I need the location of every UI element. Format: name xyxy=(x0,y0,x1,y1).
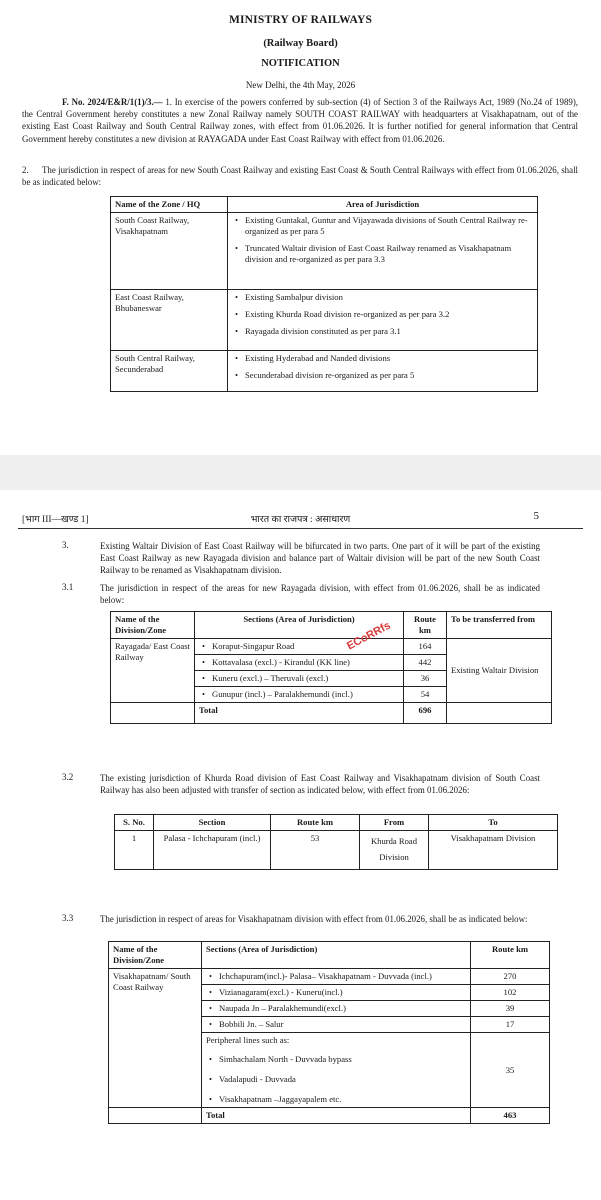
column-header: Name of the Division/Zone xyxy=(109,942,202,969)
from-cell: Khurda Road Division xyxy=(360,831,429,870)
table-row xyxy=(111,351,538,392)
zone-cell: South Central Railway, Secunderabad xyxy=(111,351,228,392)
paragraph-2 xyxy=(22,164,578,188)
gazette-page-2 xyxy=(0,490,601,1200)
transferred-from-cell: Existing Waltair Division xyxy=(447,639,552,703)
list-item: • Vadalapudi - Duvvada xyxy=(219,1074,466,1085)
rayagada-division-table xyxy=(110,611,552,724)
list-item: • Kottavalasa (excl.) - Kirandul (KK line) xyxy=(212,657,399,668)
empty-cell xyxy=(447,703,552,724)
table-header-row xyxy=(109,942,550,969)
list-item: • Existing Hyderabad and Nanded divisions xyxy=(245,353,533,364)
list-item: • Ichchapuram(incl.)- Palasa– Visakhapatnam - Duvvada (incl.) xyxy=(219,971,466,982)
route-km-cell: 164 xyxy=(404,639,447,655)
paragraph-1-text: 1. In exercise of the powers conferred by sub-section (4) of Section 3 of the Railways Act, 1989 (No.24 of 1989), the Central Government hereby constitutes a new Zonal Railway namely SOUTH COAST RAILWAY with headquarters at Visakhapatnam, out of the existing East Coast Railway and South Central Railway zones, with effect from 01.06.2026. It is further notified for general information that Central Government hereby constitutes a new division at RAYAGADA under East Coast Railway with effect from 01.06.2026. xyxy=(22,97,579,144)
section-cell xyxy=(202,1001,471,1017)
route-km-cell: 35 xyxy=(471,1033,550,1108)
section-3-1-text: The jurisdiction in respect of the areas for new Rayagada division, with effect from 01.06.2026, shall be as indicated below: xyxy=(100,583,540,605)
zone-cell: Visakhapatnam/ South Coast Railway xyxy=(109,969,202,1108)
column-header: To xyxy=(429,815,558,831)
list-item: • Existing Khurda Road division re-organized as per para 3.2 xyxy=(245,309,533,320)
column-header: Route km xyxy=(271,815,360,831)
table-header-row xyxy=(111,612,552,639)
route-km-cell: 442 xyxy=(404,655,447,671)
total-label: Total xyxy=(202,1108,471,1124)
list-item: • Visakhapatnam –Jaggayapalem etc. xyxy=(219,1094,466,1105)
route-km-cell: 270 xyxy=(471,969,550,985)
to-cell: Visakhapatnam Division xyxy=(429,831,558,870)
table-header-row xyxy=(115,815,558,831)
empty-cell xyxy=(109,1108,202,1124)
list-item: • Gunupur (incl.) – Paralakhemundi (incl.) xyxy=(212,689,399,700)
page-gap xyxy=(0,455,601,490)
list-item: • Secunderabad division re-organized as per para 5 xyxy=(245,370,533,381)
jurisdiction-cell xyxy=(228,213,538,290)
route-km-cell: 54 xyxy=(404,687,447,703)
column-header: Area of Jurisdiction xyxy=(228,197,538,213)
gazette-page-1 xyxy=(0,0,601,455)
section-3-1-number: 3.1 xyxy=(62,582,74,592)
column-header: Route km xyxy=(471,942,550,969)
header-rule xyxy=(18,528,583,529)
section-cell: Palasa - Ichchapuram (incl.) xyxy=(154,831,271,870)
section-3-number: 3. xyxy=(62,540,69,550)
section-3-2-number: 3.2 xyxy=(62,772,74,782)
peripheral-lines-cell xyxy=(202,1033,471,1108)
list-item: • Existing Guntakal, Guntur and Vijayawada divisions of South Central Railway re-organized as per para 5 xyxy=(245,215,533,237)
list-item: • Simhachalam North - Duvvada bypass xyxy=(219,1054,466,1065)
total-label: Total xyxy=(195,703,404,724)
route-km-cell: 36 xyxy=(404,671,447,687)
khurda-transfer-table xyxy=(114,814,558,870)
route-km-cell: 53 xyxy=(271,831,360,870)
list-item: • Kuneru (excl.) – Theruvali (excl.) xyxy=(212,673,399,684)
peripheral-label: Peripheral lines such as: xyxy=(206,1035,290,1045)
section-3-3-text: The jurisdiction in respect of areas for Visakhapatnam division with effect from 01.06.2026, shall be as indicated below: xyxy=(100,914,528,924)
board-subtitle: (Railway Board) xyxy=(263,38,338,49)
page-number: 5 xyxy=(533,510,539,522)
paragraph-1 xyxy=(22,96,578,145)
file-reference: F. No. 2024/E&R/1(1)/3.— xyxy=(62,97,163,107)
list-item: • Truncated Waltair division of East Coast Railway renamed as Visakhapatnam division and re-organized as per para 3.3 xyxy=(245,243,533,265)
ministry-title: MINISTRY OF RAILWAYS xyxy=(228,14,373,26)
column-header: Route km xyxy=(404,612,447,639)
list-item: • Vizianagaram(excl.) - Kuneru(incl.) xyxy=(219,987,466,998)
column-header: Name of the Division/Zone xyxy=(111,612,195,639)
place-date: New Delhi, the 4th May, 2026 xyxy=(245,80,356,90)
serial-number-cell: 1 xyxy=(115,831,154,870)
column-header: Sections (Area of Jurisdiction) xyxy=(202,942,471,969)
total-km: 463 xyxy=(471,1108,550,1124)
section-cell xyxy=(195,655,404,671)
paragraph-2-text: The jurisdiction in respect of areas for new South Coast Railway and existing East Coast & South Central Railways with effect from 01.06.2026, shall be as indicated below: xyxy=(22,165,578,188)
table-row xyxy=(111,639,552,655)
jurisdiction-cell xyxy=(228,290,538,351)
gazette-header-title: भारत का राजपत्र : असाधारण xyxy=(250,515,351,525)
column-header: Name of the Zone / HQ xyxy=(111,197,228,213)
visakhapatnam-division-table xyxy=(108,941,550,1124)
section-3-3-number: 3.3 xyxy=(62,913,74,923)
list-item: • Bobbili Jn. – Salur xyxy=(219,1019,466,1030)
gazette-part-label: [भाग III—खण्ड 1] xyxy=(22,515,89,525)
notification-heading: NOTIFICATION xyxy=(261,58,340,69)
section-cell xyxy=(202,1017,471,1033)
route-km-cell: 39 xyxy=(471,1001,550,1017)
section-3-text: Existing Waltair Division of East Coast Railway will be bifurcated in two parts. One part of it will be part of the existing East Coast Railway as new Rayagada division and balance part of Waltair division will be part of the new South Coast Railway to be renamed as Visakhapatnam division. xyxy=(100,541,540,575)
column-header: To be transferred from xyxy=(447,612,552,639)
table-header-row xyxy=(111,197,538,213)
zone-cell: South Coast Railway, Visakhapatnam xyxy=(111,213,228,290)
list-item: • Koraput-Singapur Road xyxy=(212,641,399,652)
table-row xyxy=(109,969,550,985)
total-km: 696 xyxy=(404,703,447,724)
list-item: • Existing Sambalpur division xyxy=(245,292,533,303)
column-header: From xyxy=(360,815,429,831)
zone-cell: Rayagada/ East Coast Railway xyxy=(111,639,195,703)
section-cell xyxy=(202,985,471,1001)
list-item: • Naupada Jn – Paralakhemundi(excl.) xyxy=(219,1003,466,1014)
route-km-cell: 17 xyxy=(471,1017,550,1033)
column-header: S. No. xyxy=(115,815,154,831)
column-header: Section xyxy=(154,815,271,831)
column-header: Sections (Area of Jurisdiction) xyxy=(195,612,404,639)
table-row xyxy=(111,290,538,351)
section-cell xyxy=(202,969,471,985)
table-total-row xyxy=(109,1108,550,1124)
table-row xyxy=(115,831,558,870)
empty-cell xyxy=(111,703,195,724)
paragraph-2-number: 2. xyxy=(22,165,29,175)
section-cell xyxy=(195,687,404,703)
section-3-2-text: The existing jurisdiction of Khurda Road division of East Coast Railway and Visakhapatnam division of South Coast Railway has also been adjusted with transfer of section as indicated below, with effect from 01.06.2026: xyxy=(100,773,540,795)
table-row xyxy=(111,213,538,290)
zone-jurisdiction-table xyxy=(110,196,538,392)
jurisdiction-cell xyxy=(228,351,538,392)
route-km-cell: 102 xyxy=(471,985,550,1001)
watermark: ECoRRfs xyxy=(344,619,393,653)
table-total-row xyxy=(111,703,552,724)
zone-cell: East Coast Railway, Bhubaneswar xyxy=(111,290,228,351)
section-cell xyxy=(195,671,404,687)
list-item: • Rayagada division constituted as per para 3.1 xyxy=(245,326,533,337)
